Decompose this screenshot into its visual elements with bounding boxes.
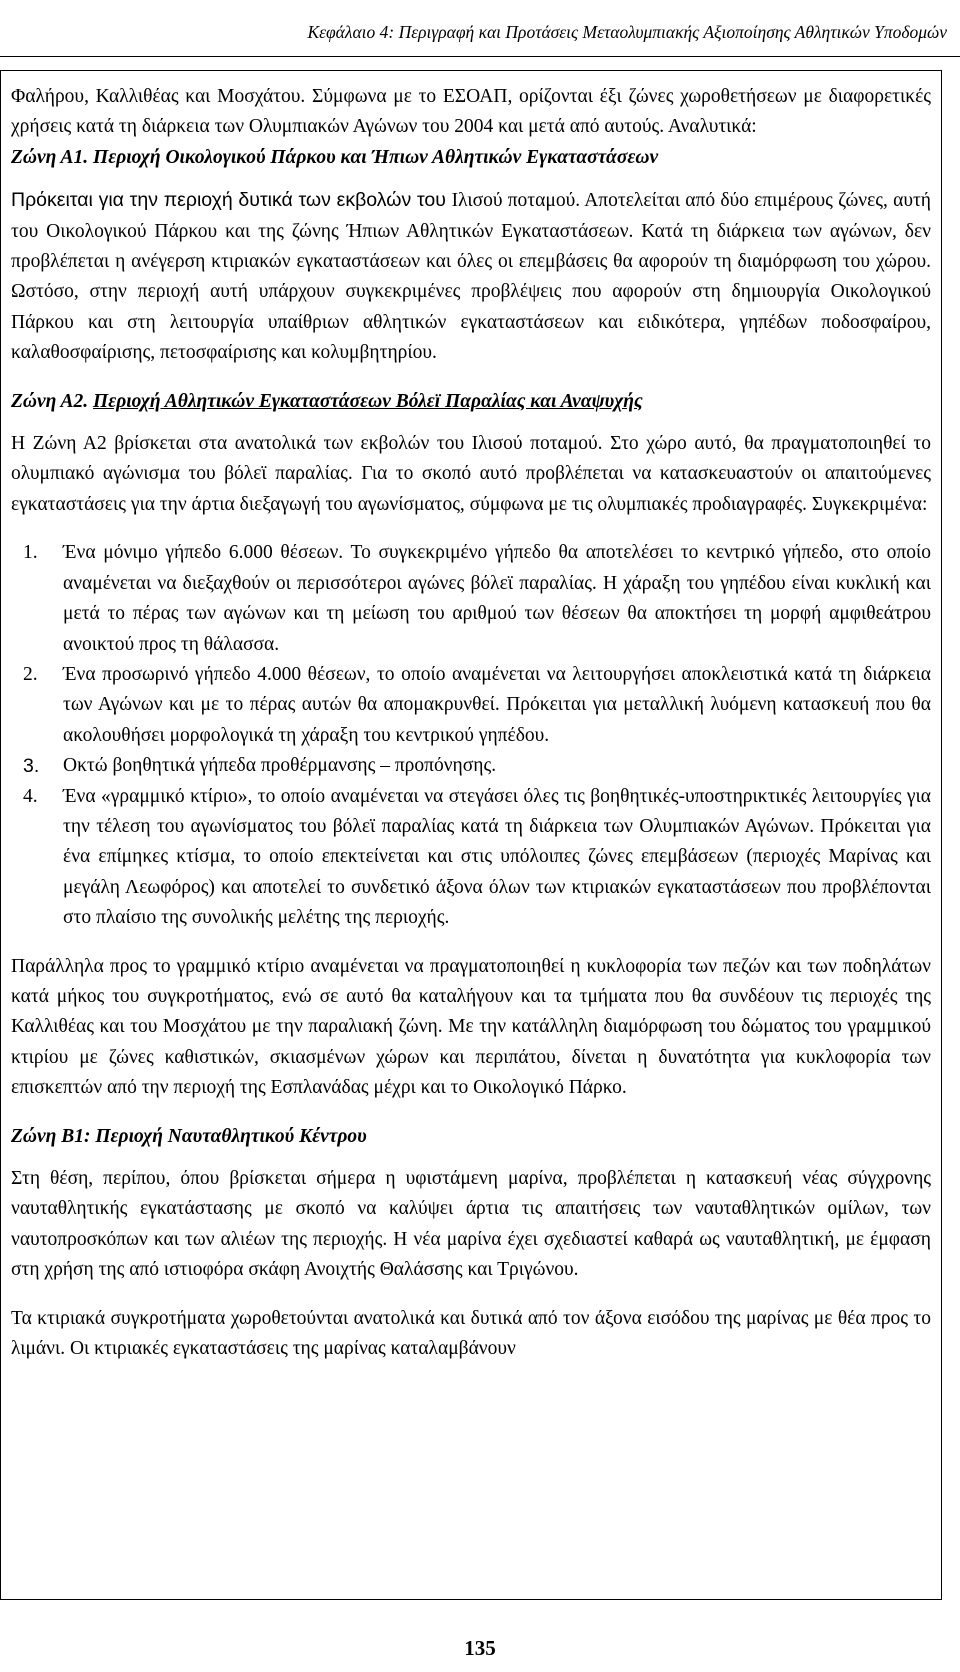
list-item [23,660,931,751]
zone-a2-paragraph-1: Η Ζώνη Α2 βρίσκεται στα ανατολικά των εκβολών του Ιλισού ποταμού. Στο χώρο αυτό, θα πραγματοποιηθεί το ολυμπιακό αγώνισμα του βόλεϊ παραλίας. Για το σκοπό αυτό προβλέπεται να κατασκευαστούν οι απαιτούμενες εγκαταστάσεις για την άρτια διεξαγωγή του αγωνίσματος, σύμφωνα με τις ολυμπιακές προδιαγραφές. Συγκεκριμένα: [11,433,931,515]
content-frame [0,70,942,1600]
list-item-number: 2. [23,663,38,685]
zone-a1-title: Περιοχή Οικολογικού Πάρκου και Ήπιων Αθλητικών Εγκαταστάσεων [93,146,659,168]
zone-a2-paragraph-2: Παράλληλα προς το γραμμικό κτίριο αναμένεται να πραγματοποιηθεί η κυκλοφορία των πεζών και των ποδηλάτων κατά μήκος του συγκροτήματος, ενώ σε αυτό θα καταλήγουν και τα τμήματα που θα συνδέουν τις περιοχές της Καλλιθέας και του Μοσχάτου με την παραλιακή ζώνη. Με την κατάλληλη διαμόρφωση του δώματος του γραμμικού κτιρίου με ζώνες καθιστικών, σκιασμένων χώρων και περιπάτου, δίνεται η δυνατότητα για κυκλοφορία των επισκεπτών από την περιοχή της Εσπλανάδας μέχρι και το Οικολογικό Πάρκο. [11,955,931,1099]
page-number: 135 [464,1636,496,1660]
zone-a1-paragraph-rest: Ιλισού ποταμού. Αποτελείται από δύο επιμέρους ζώνες, αυτή του Οικολογικού Πάρκου και της ζώνης Ήπιων Αθλητικών Εγκαταστάσεων. Κατά τη διάρκεια των αγώνων, δεν προβλέπεται η ανέγερση κτιριακών εγκαταστάσεων και όλες οι επεμβάσεις θα αφορούν τη διαμόρφωση του χώρου. Ωστόσο, στην περιοχή αυτή υπάρχουν συγκεκριμένες προβλέψεις που αφορούν στη δημιουργία Οικολογικού Πάρκου και στη λειτουργία υπαίθριων αθλητικών εγκαταστάσεων και ειδικότερα, γηπέδων ποδοσφαίρου, καλαθοσφαίρισης, πετοσφαίρισης και κολυμβητηρίου. [11,190,932,364]
header-rule [0,56,960,57]
list-item [23,538,931,660]
zone-a1-paragraph-start: Πρόκειται για την περιοχή δυτικά των εκβολών του [11,189,452,212]
zone-a2-list [11,538,931,933]
list-item-number: 3. [23,755,40,778]
list-item-number: 4. [23,785,38,807]
zone-b1-heading: Ζώνη Β1: Περιοχή Ναυταθλητικού Κέντρου [11,1125,367,1147]
zone-a1-label: Ζώνη Α1. [11,146,89,168]
zone-b1-paragraph-2: Τα κτιριακά συγκροτήματα χωροθετούνται ανατολικά και δυτικά από τον άξονα εισόδου της μαρίνας με θέα προς το λιμάνι. Οι κτιριακές εγκαταστάσεις της μαρίνας καταλαμβάνουν [11,1307,931,1360]
zone-b1-paragraph-1: Στη θέση, περίπου, όπου βρίσκεται σήμερα η υφιστάμενη μαρίνα, προβλέπεται η κατασκευή νέας σύγχρονης ναυταθλητικής εγκατάστασης με σκοπό να καλύψει άρτια τις απαιτήσεις των ναυταθλητικών ομίλων, των ναυτοπροσκόπων και των αλιέων της περιοχής. Η νέα μαρίνα έχει σχεδιαστεί καθαρά ως ναυταθλητική, με έμφαση στη χρήση της από ιστιοφόρα σκάφη Ανοιχτής Θαλάσσης και Τριγώνου. [11,1168,931,1281]
running-header: Κεφάλαιο 4: Περιγραφή και Προτάσεις Μεταολυμπιακής Αξιοποίησης Αθλητικών Υποδομών [307,22,947,42]
zone-a2-title: Περιοχή Αθλητικών Εγκαταστάσεων Βόλεϊ Παραλίας και Αναψυχής [93,390,643,412]
list-item [23,751,931,781]
list-item [23,782,931,934]
zone-a2-label: Ζώνη Α2. [11,390,89,412]
list-item-text: Ένα μόνιμο γήπεδο 6.000 θέσεων. Το συγκεκριμένο γήπεδο θα αποτελέσει το κεντρικό γήπεδο, στο οποίο αναμένεται να διεξαχθούν οι περισσότεροι αγώνες βόλεϊ παραλίας. Η χάραξη του γηπέδου είναι κυκλική και μετά το πέρας των αγώνων και τη μείωση του αριθμού των θέσεων θα αποκτήσει τη μορφή αμφιθεάτρου ανοικτού προς τη θάλασσα. [63,542,931,655]
zone-a1-paragraph [11,185,931,368]
intro-paragraph: Φαλήρου, Καλλιθέας και Μοσχάτου. Σύμφωνα με το ΕΣΟΑΠ, ορίζονται έξι ζώνες χωροθετήσεων με διαφορετικές χρήσεις κατά τη διάρκεια των Ολυμπιακών Αγώνων του 2004 και μετά από αυτούς. Αναλυτικά: [11,86,931,138]
list-item-text: Οκτώ βοηθητικά γήπεδα προθέρμανσης – προπόνησης. [63,755,497,777]
list-item-number: 1. [23,542,38,564]
list-item-text: Ένα «γραμμικό κτίριο», το οποίο αναμένεται να στεγάσει όλες τις βοηθητικές-υποστηρικτικές λειτουργίες για την τέλεση του αγωνίσματος του βόλεϊ παραλίας κατά τη διάρκεια των Ολυμπιακών Αγώνων. Πρόκειται για ένα επίμηκες κτίσμα, το οποίο επεκτείνεται και στις υπόλοιπες ζώνες επεμβάσεων (περιοχές Μαρίνας και μεγάλη Λεωφόρος) και αποτελεί το συνδετικό άξονα όλων των κτιριακών εγκαταστάσεων που προβλέπονται στο πλαίσιο της συνολικής μελέτης της περιοχής. [63,785,931,929]
list-item-text: Ένα προσωρινό γήπεδο 4.000 θέσεων, το οποίο αναμένεται να λειτουργήσει αποκλειστικά κατά τη διάρκεια των Αγώνων και με το πέρας αυτών θα απομακρυνθεί. Πρόκειται για μεταλλική λυόμενη κατασκευή που θα ακολουθήσει μορφολογικά τη χάραξη του κεντρικού γηπέδου. [63,663,931,746]
zone-a2-heading [11,387,931,417]
zone-a1-heading [11,143,931,173]
